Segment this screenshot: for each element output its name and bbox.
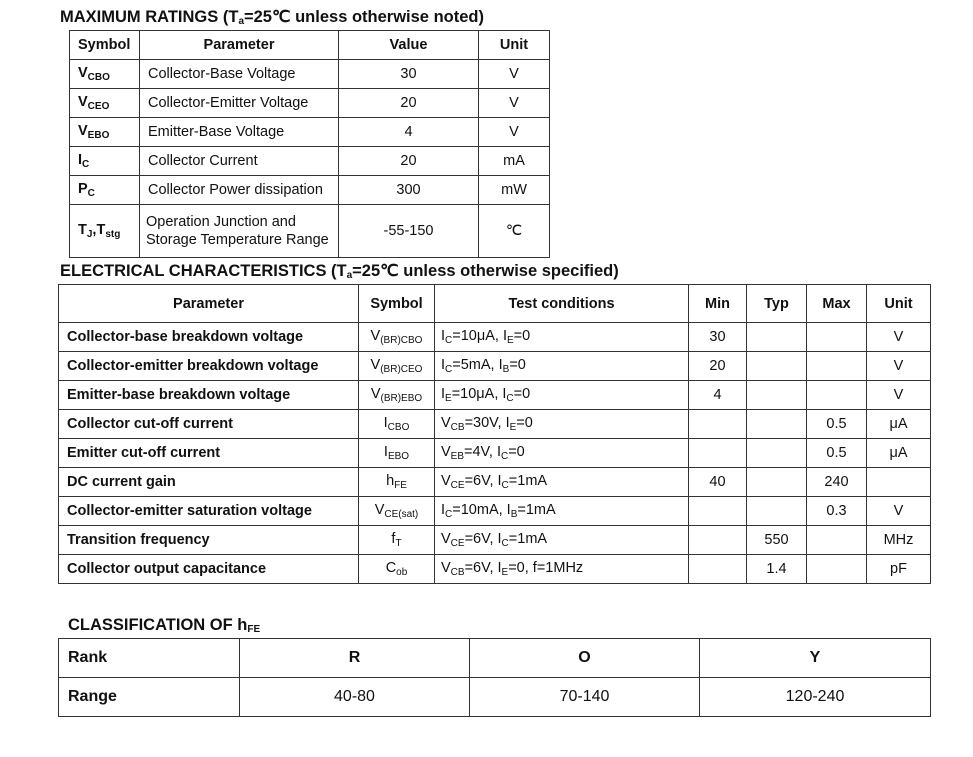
max-cell [807, 555, 867, 584]
table-row [59, 497, 931, 526]
unit-cell: V [867, 352, 931, 381]
unit-cell: V [867, 323, 931, 352]
typ-cell: 1.4 [747, 555, 807, 584]
header-test-conditions: Test conditions [435, 285, 689, 323]
unit-cell: V [479, 60, 550, 89]
unit-cell: V [479, 89, 550, 118]
unit-cell: μA [867, 439, 931, 468]
max-cell [807, 323, 867, 352]
parameter-cell: Collector cut-off current [59, 410, 359, 439]
symbol-cell: $I_{EBO}$ [359, 439, 435, 468]
max-cell: 0.3 [807, 497, 867, 526]
min-cell [689, 439, 747, 468]
table-row [59, 555, 931, 584]
test-conditions-cell: $I_C=10\mu A$, $I_E=0$ [435, 323, 689, 352]
table-row [59, 323, 931, 352]
range-r: 40-80 [240, 678, 470, 717]
table-row [59, 439, 931, 468]
symbol-cell: $V_{(BR)CEO}$ [359, 352, 435, 381]
header-unit: Unit [479, 31, 550, 60]
symbol-cell: $T_J,T_{stg}$ [70, 205, 140, 258]
max-ratings-title: MAXIMUM RATINGS ($T_a=25℃$ unless otherwise noted) [60, 8, 484, 27]
range-y: 120-240 [700, 678, 931, 717]
rank-row [59, 639, 931, 678]
classification-table [58, 638, 931, 717]
value-cell: 4 [339, 118, 479, 147]
max-cell [807, 381, 867, 410]
header-value: Value [339, 31, 479, 60]
electrical-table [58, 284, 931, 584]
rank-r: R [240, 639, 470, 678]
table-row [70, 60, 550, 89]
typ-cell [747, 381, 807, 410]
unit-cell [867, 468, 931, 497]
table-row [70, 205, 550, 258]
parameter-cell: Transition frequency [59, 526, 359, 555]
max-cell: 0.5 [807, 410, 867, 439]
rank-y: Y [700, 639, 931, 678]
range-o: 70-140 [470, 678, 700, 717]
unit-cell: MHz [867, 526, 931, 555]
parameter-cell: Emitter cut-off current [59, 439, 359, 468]
typ-cell [747, 410, 807, 439]
test-conditions-cell: $V_{CB}=30V$, $I_E=0$ [435, 410, 689, 439]
electrical-title: ELECTRICAL CHARACTERISTICS ($T_a=25℃$ unless otherwise specified) [60, 262, 619, 281]
range-row [59, 678, 931, 717]
unit-cell: ℃ [479, 205, 550, 258]
table-row [70, 118, 550, 147]
symbol-cell: $V_{CEO}$ [70, 89, 140, 118]
value-cell: -55-150 [339, 205, 479, 258]
symbol-cell: $V_{(BR)CBO}$ [359, 323, 435, 352]
value-cell: 20 [339, 147, 479, 176]
typ-cell: 550 [747, 526, 807, 555]
unit-cell: V [867, 497, 931, 526]
symbol-cell: $V_{CE(sat)}$ [359, 497, 435, 526]
test-conditions-cell: $I_C=5mA$, $I_B=0$ [435, 352, 689, 381]
symbol-cell: $V_{(BR)EBO}$ [359, 381, 435, 410]
unit-cell: mW [479, 176, 550, 205]
unit-cell: pF [867, 555, 931, 584]
header-parameter: Parameter [59, 285, 359, 323]
parameter-cell: Collector-base breakdown voltage [59, 323, 359, 352]
table-row [59, 381, 931, 410]
table-row [70, 147, 550, 176]
unit-cell: μA [867, 410, 931, 439]
min-cell [689, 555, 747, 584]
min-cell: 20 [689, 352, 747, 381]
header-parameter: Parameter [140, 31, 339, 60]
min-cell [689, 526, 747, 555]
parameter-cell: DC current gain [59, 468, 359, 497]
value-cell: 300 [339, 176, 479, 205]
min-cell [689, 410, 747, 439]
header-unit: Unit [867, 285, 931, 323]
typ-cell [747, 468, 807, 497]
symbol-cell: $V_{EBO}$ [70, 118, 140, 147]
parameter-cell: Emitter-Base Voltage [140, 118, 339, 147]
header-symbol: Symbol [70, 31, 140, 60]
table-row [70, 89, 550, 118]
unit-cell: mA [479, 147, 550, 176]
typ-cell [747, 497, 807, 526]
test-conditions-cell: $V_{CE}=6V$, $I_C=1mA$ [435, 526, 689, 555]
max-cell [807, 352, 867, 381]
range-label: Range [59, 678, 240, 717]
parameter-cell: Collector-Emitter Voltage [140, 89, 339, 118]
header-max: Max [807, 285, 867, 323]
parameter-cell: Collector Power dissipation [140, 176, 339, 205]
unit-cell: V [867, 381, 931, 410]
symbol-cell: $P_C$ [70, 176, 140, 205]
parameter-cell: Operation Junction and Storage Temperature Range [140, 205, 339, 258]
symbol-cell: $I_C$ [70, 147, 140, 176]
rank-label: Rank [59, 639, 240, 678]
typ-cell [747, 352, 807, 381]
typ-cell [747, 439, 807, 468]
min-cell: 30 [689, 323, 747, 352]
test-conditions-cell: $I_E=10\mu A$, $I_C=0$ [435, 381, 689, 410]
symbol-cell: $h_{FE}$ [359, 468, 435, 497]
rank-o: O [470, 639, 700, 678]
classification-title: CLASSIFICATION OF $h_{FE}$ [68, 616, 261, 635]
test-conditions-cell: $V_{CE}=6V$, $I_C=1mA$ [435, 468, 689, 497]
value-cell: 30 [339, 60, 479, 89]
header-symbol: Symbol [359, 285, 435, 323]
typ-cell [747, 323, 807, 352]
max-cell: 240 [807, 468, 867, 497]
min-cell: 4 [689, 381, 747, 410]
test-conditions-cell: $V_{EB}=4V$, $I_C=0$ [435, 439, 689, 468]
parameter-cell: Collector-emitter saturation voltage [59, 497, 359, 526]
table-header-row [70, 31, 550, 60]
min-cell: 40 [689, 468, 747, 497]
table-row [59, 468, 931, 497]
parameter-cell: Emitter-base breakdown voltage [59, 381, 359, 410]
table-header-row [59, 285, 931, 323]
table-row [70, 176, 550, 205]
symbol-cell: $V_{CBO}$ [70, 60, 140, 89]
symbol-cell: $I_{CBO}$ [359, 410, 435, 439]
value-cell: 20 [339, 89, 479, 118]
max-cell: 0.5 [807, 439, 867, 468]
symbol-cell: $f_T$ [359, 526, 435, 555]
test-conditions-cell: $I_C=10mA$, $I_B=1mA$ [435, 497, 689, 526]
max-ratings-table [69, 30, 550, 258]
parameter-cell: Collector-emitter breakdown voltage [59, 352, 359, 381]
parameter-cell: Collector-Base Voltage [140, 60, 339, 89]
header-min: Min [689, 285, 747, 323]
min-cell [689, 497, 747, 526]
unit-cell: V [479, 118, 550, 147]
parameter-cell: Collector Current [140, 147, 339, 176]
test-conditions-cell: $V_{CB}=6V$, $I_E=0$, f=1MHz [435, 555, 689, 584]
max-cell [807, 526, 867, 555]
table-row [59, 352, 931, 381]
table-row [59, 410, 931, 439]
parameter-cell: Collector output capacitance [59, 555, 359, 584]
table-row [59, 526, 931, 555]
header-typ: Typ [747, 285, 807, 323]
symbol-cell: $C_{ob}$ [359, 555, 435, 584]
